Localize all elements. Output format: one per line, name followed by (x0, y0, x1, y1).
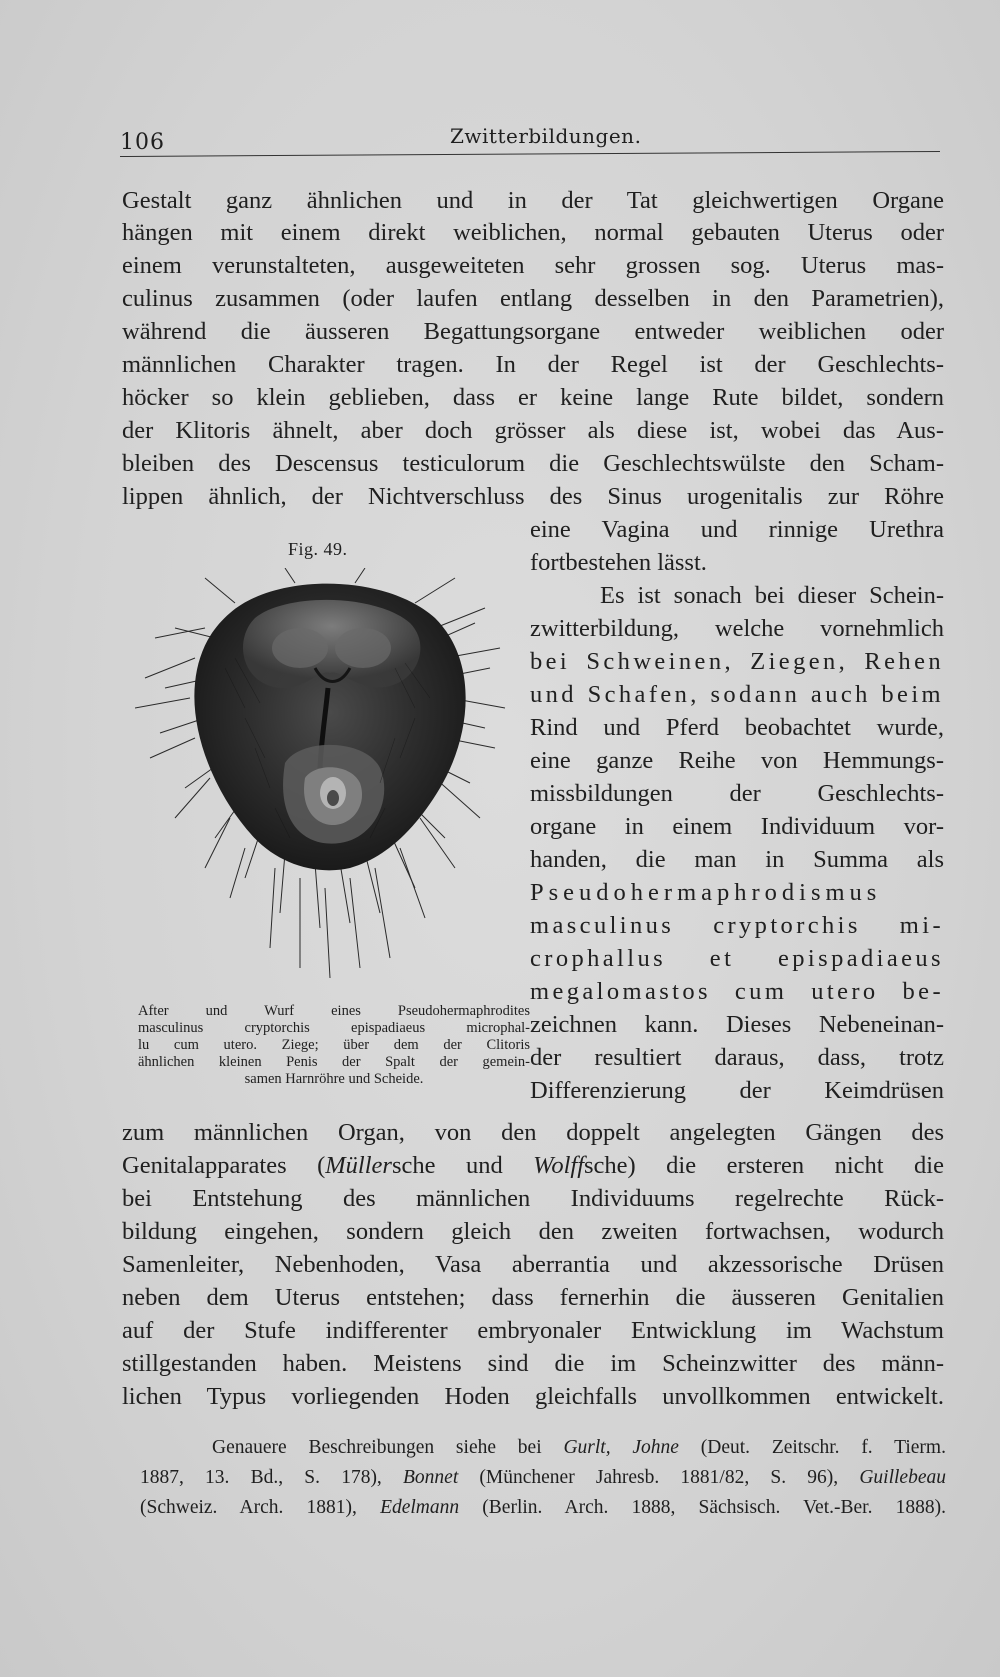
text-line: crophallus et epispadiaeus (530, 945, 944, 972)
text-line: handen, die man in Summa als (530, 846, 944, 873)
engraving-illustration (135, 568, 525, 1000)
text-line: männlichen Charakter tragen. In der Regel ist der Geschlechts- (122, 351, 944, 378)
caption-line: samen Harnröhre und Scheide. (244, 1071, 424, 1087)
text-line: zeichnen kann. Dieses Nebeneinan- (530, 1011, 944, 1038)
text-line: Samenleiter, Nebenhoden, Vasa aberrantia und akzessorische Drüsen (122, 1251, 944, 1278)
author-name: Wolff (533, 1152, 585, 1179)
text-line: Es ist sonach bei dieser Schein- (600, 582, 944, 609)
text-line: zum männlichen Organ, von den doppelt angelegten Gängen des (122, 1119, 944, 1146)
text-line: Rind und Pferd beobachtet wurde, (530, 714, 944, 741)
text-line: einem verunstalteten, ausgeweiteten sehr grossen sog. Uterus mas- (122, 252, 944, 279)
footnote-line: 1887, 13. Bd., S. 178), Bonnet (Münchener Jahresb. 1881/82, S. 96), Guillebeau (140, 1467, 946, 1488)
text-line: Genitalapparates (Müllersche und Wolffsche) die ersteren nicht die (122, 1152, 944, 1179)
text-line: culinus zusammen (oder laufen entlang desselben in den Parametrien), (122, 285, 944, 312)
text-line: stillgestanden haben. Meistens sind die im Scheinzwitter des männ- (122, 1350, 944, 1377)
caption-line: After und Wurf eines Pseudohermaphrodites (138, 1003, 530, 1019)
text-line: lippen ähnlich, der Nichtverschluss des Sinus urogenitalis zur Röhre (122, 483, 944, 510)
text-line: fortbestehen lässt. (530, 549, 707, 576)
text-line: Pseudohermaphrodismus (530, 879, 882, 906)
text-line: auf der Stufe indifferenter embryonaler Entwicklung im Wachstum (122, 1317, 944, 1344)
engraving-figure (135, 568, 525, 1000)
footnote-line: Genauere Beschreibungen siehe bei Gurlt, Johne (Deut. Zeitschr. f. Tierm. (212, 1437, 946, 1458)
text-line: Gestalt ganz ähnlichen und in der Tat gleichwertigen Organe (122, 187, 944, 214)
text-line: masculinus cryptorchis mi- (530, 912, 944, 939)
text-line: der Klitoris ähnelt, aber doch grösser als diese ist, wobei das Aus- (122, 417, 944, 444)
text-line: der resultiert daraus, dass, trotz (530, 1044, 944, 1071)
text-line: organe in einem Individuum vor- (530, 813, 944, 840)
page-header (120, 118, 940, 164)
text-line: hängen mit einem direkt weiblichen, normal gebauten Uterus oder (122, 219, 944, 246)
text-line: und Schafen, sodann auch beim (530, 681, 944, 708)
caption-line: lu cum utero. Ziege; über dem der Clitoris (138, 1037, 530, 1053)
text-line: bleiben des Descensus testiculorum die Geschlechtswülste den Scham- (122, 450, 944, 477)
page-number: 106 (120, 130, 165, 155)
caption-line: ähnlichen kleinen Penis der Spalt der gemein- (138, 1054, 530, 1070)
text-line: bei Entstehung des männlichen Individuums regelrechte Rück- (122, 1185, 944, 1212)
text-line: missbildungen der Geschlechts- (530, 780, 944, 807)
text-line: eine ganze Reihe von Hemmungs- (530, 747, 944, 774)
text-line: zwitterbildung, welche vornehmlich (530, 615, 944, 642)
text-line: lichen Typus vorliegenden Hoden gleichfalls unvollkommen entwickelt. (122, 1383, 944, 1410)
text-line: bildung eingehen, sondern gleich den zweiten fortwachsen, wodurch (122, 1218, 944, 1245)
footnote-line: (Schweiz. Arch. 1881), Edelmann (Berlin. Arch. 1888, Sächsisch. Vet.-Ber. 1888). (140, 1497, 946, 1518)
caption-line: masculinus cryptorchis epispadiaeus microphal- (138, 1020, 530, 1036)
text-line: neben dem Uterus entstehen; dass fernerhin die äusseren Genitalien (122, 1284, 944, 1311)
figure-label: Fig. 49. (288, 539, 348, 559)
text-line: Differenzierung der Keimdrüsen (530, 1077, 944, 1104)
header-rule (120, 151, 940, 157)
figure-caption (138, 1003, 530, 1088)
text-line: während die äusseren Begattungsorgane entweder weiblichen oder (122, 318, 944, 345)
text-line: megalomastos cum utero be- (530, 978, 944, 1005)
running-title: Zwitterbildungen. (450, 124, 642, 148)
text-line: bei Schweinen, Ziegen, Rehen (530, 648, 944, 675)
author-name: Müller (325, 1152, 392, 1179)
text-line: eine Vagina und rinnige Urethra (530, 516, 944, 543)
text-line: höcker so klein geblieben, dass er keine lange Rute bildet, sondern (122, 384, 944, 411)
